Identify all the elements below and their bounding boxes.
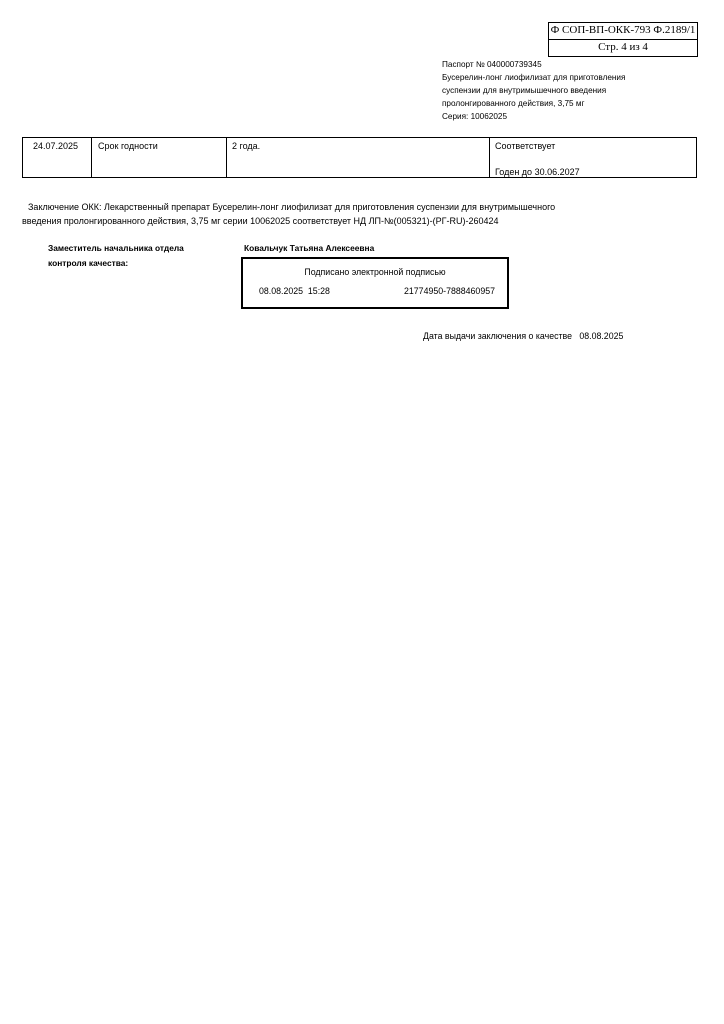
- qc-conclusion: [22, 200, 702, 228]
- form-code: Ф СОП-ВП-ОКК-793 Ф.2189/1: [550, 24, 696, 36]
- signer-title-line-2: контроля качества:: [48, 258, 129, 268]
- table-cell-result: [490, 138, 696, 177]
- signature-certificate: 21774950-7888460957: [404, 286, 495, 296]
- signer-title: [48, 241, 184, 271]
- test-results-table: [22, 137, 697, 178]
- product-name-line-2: суспензии для внутримышечного введения: [442, 86, 607, 95]
- passport-number: Паспорт № 040000739345: [442, 60, 542, 69]
- test-parameter: Срок годности: [98, 141, 158, 151]
- table-cell-date: [23, 138, 92, 177]
- test-date: 24.07.2025: [33, 141, 79, 151]
- table-cell-parameter: [92, 138, 227, 177]
- product-name-line-3: пролонгированного действия, 3,75 мг: [442, 99, 585, 108]
- test-result: Соответствует: [495, 141, 556, 151]
- signature-caption: Подписано электронной подписью: [304, 267, 446, 277]
- electronic-signature-stamp: [241, 257, 509, 309]
- form-code-box: [548, 22, 698, 57]
- issue-date: Дата выдачи заключения о качестве 08.08.2025: [423, 331, 624, 341]
- conclusion-line-1: Заключение ОКК: Лекарственный препарат Бусерелин-лонг лиофилизат для приготовления суспензии для внутримышечного: [28, 202, 556, 212]
- signer-title-line-1: Заместитель начальника отдела: [48, 243, 184, 253]
- passport-header: [442, 58, 702, 123]
- conclusion-line-2: введения пролонгированного действия, 3,75 мг серии 10062025 соответствует НД ЛП-№(005321)-(РГ-RU)-260424: [22, 216, 499, 226]
- expiry-note: Годен до 30.06.2027: [495, 167, 580, 177]
- series-number: Серия: 10062025: [442, 112, 508, 121]
- product-name-line-1: Бусерелин-лонг лиофилизат для приготовления: [442, 73, 626, 82]
- table-cell-requirement: [227, 138, 490, 177]
- test-requirement: 2 года.: [232, 141, 261, 151]
- signer-name: Ковальчук Татьяна Алексеевна: [244, 243, 375, 253]
- page-number: Стр. 4 из 4: [549, 39, 697, 56]
- signature-datetime: 08.08.2025 15:28: [259, 286, 330, 296]
